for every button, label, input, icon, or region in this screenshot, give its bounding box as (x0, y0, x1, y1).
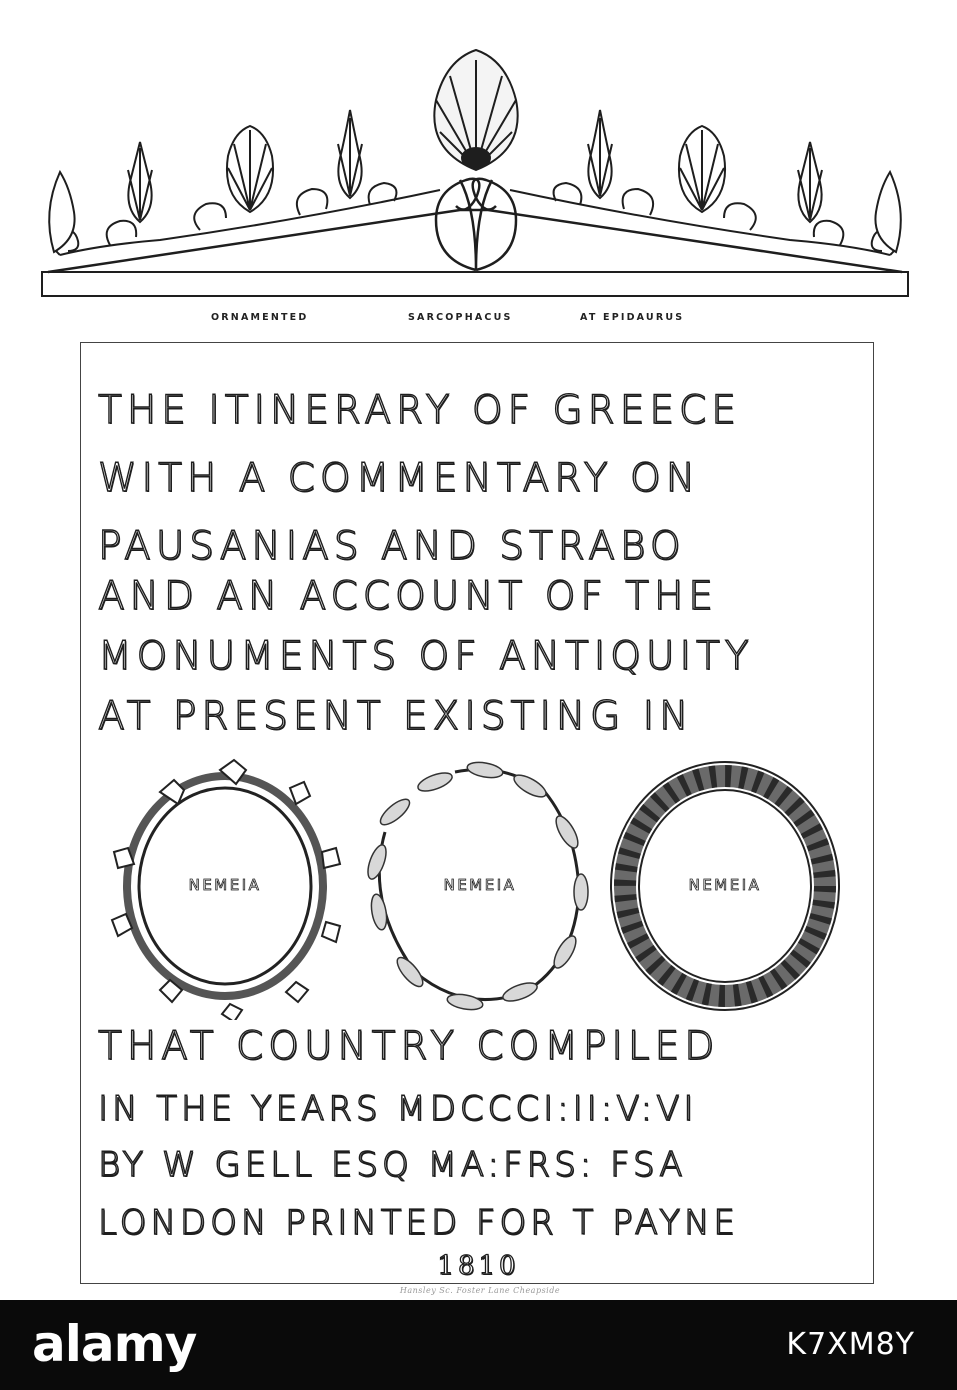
watermark-band (0, 1300, 957, 1390)
title-line-3: PAUSANIAS AND STRABO (98, 524, 686, 569)
wreath-label-1: NEMEIA (188, 876, 262, 894)
wreath-ivy (100, 752, 350, 1020)
wreath-label-3: NEMEIA (688, 876, 762, 894)
caption-sarcophacus: SARCOPHACUS (408, 312, 513, 323)
alamy-logo: alamy (32, 1315, 197, 1373)
engraver-imprint: Hansley Sc. Foster Lane Cheapside (399, 1286, 561, 1295)
lower-line-4: LONDON PRINTED FOR T PAYNE (98, 1203, 739, 1243)
wreath-olive (355, 752, 605, 1020)
lower-line-2: IN THE YEARS MDCCCI:II:V:VI (98, 1089, 698, 1129)
title-line-2: WITH A COMMENTARY ON (98, 456, 700, 501)
wreath-oak (600, 752, 850, 1020)
title-line-5: MONUMENTS OF ANTIQUITY (98, 634, 754, 679)
title-line-4: AND AN ACCOUNT OF THE (98, 574, 718, 619)
sarcophagus-ornament (40, 40, 912, 298)
image-id: K7XM8Y (786, 1327, 915, 1362)
title-line-1: THE ITINERARY OF GREECE (98, 388, 741, 433)
lower-line-3: BY W GELL ESQ MA:FRS: FSA (98, 1145, 687, 1185)
caption-epidaurus: AT EPIDAURUS (580, 312, 685, 323)
publication-date: 1810 (437, 1251, 520, 1281)
lower-line-1: THAT COUNTRY COMPILED (98, 1024, 720, 1069)
caption-ornamented: ORNAMENTED (211, 312, 309, 323)
wreath-label-2: NEMEIA (443, 876, 517, 894)
title-line-6: AT PRESENT EXISTING IN (98, 694, 694, 739)
